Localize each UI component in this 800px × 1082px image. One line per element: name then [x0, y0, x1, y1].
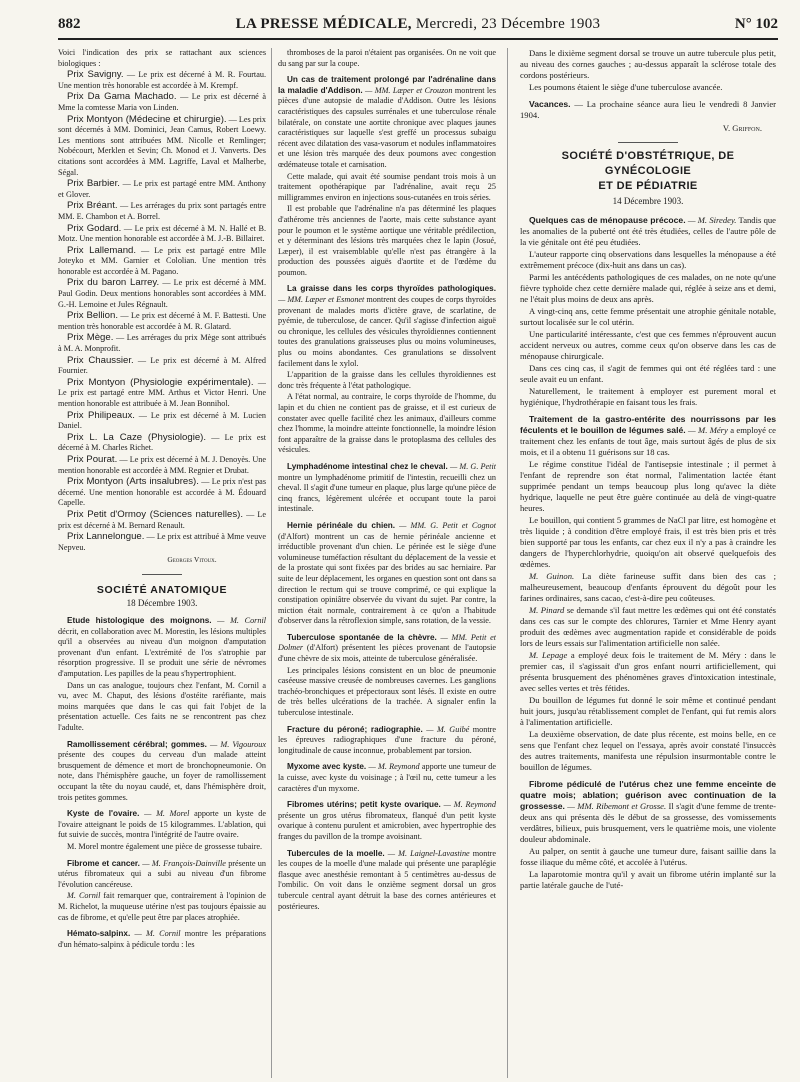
issue-number: N° 102: [734, 16, 778, 32]
section-date: 14 Décembre 1903.: [612, 196, 684, 206]
prize-text: — Les prix sont décernés à MM. Dominici, Jean Camus, Robert Loewy. Les mentions sont attribuées MM. Nicolle et Remlinger; Nobécourt, Merklen et Sevin; Ch. Monod et J. Vanverts. Des citations sont accordées à MM. Lagriffe, Laval et Malherbe, Ségal.: [58, 114, 266, 177]
report-list: [278, 48, 496, 912]
report-author: M. Guinon.: [529, 571, 575, 581]
report-paragraph: [520, 650, 776, 694]
report-author: — M. Reymond: [440, 800, 496, 810]
report-text: Les principales lésions consistent en un bloc de pneumonie caséeuse massive creusée de nombreuses cavernes. Les ganglions trachéo-bronchiques et prépectoraux sont lésés. Il existe en outre de très belles ulcérations de la trachée. A signaler enfin la tuberculose intestinale.: [278, 665, 496, 718]
report-text: se demande s'il faut mettre les œdèmes qui ont été constatés dans ces cas sur le compte des chlorures, Tarnier et Mme Henry ayant produit des œdèmes avec augmentation rapide et considérable de poids lors de leurs essais sur l'alimentation artificielle non salée.: [520, 605, 776, 648]
report-paragraph: [58, 842, 266, 853]
report-paragraph: [278, 633, 496, 665]
report-paragraph: [278, 75, 496, 170]
report-paragraph: [278, 284, 496, 369]
report-author: — M. Laignel-Lavastine: [384, 848, 470, 858]
prize-name: Prix Lallemand.: [67, 244, 137, 256]
report-paragraph: [278, 725, 496, 757]
report-author: — MM. Læper et Esmonet: [278, 295, 365, 305]
report-paragraph: [58, 681, 266, 734]
report-text: (d'Alfort) montrent un cas de hernie périnéale ancienne et irréductible provenant d'un chien. Le périnée est le siège d'une volumineuse tuméfaction résultant du déplacement de la vessie et de la prostate qui sont fixées par des brides au sac herniaire. Par suite de leur déplacement, les organes en question sont ont dans sa direction le rectum qui se trouve comprimé, ce qui explique la constipation opiniâtre observée du vivant du sujet. Par contre, la miction était normale, contrairement à ce qu'on a l'habitude d'observer dans la rétroflexion simple, sans rotation, de la vessie.: [278, 531, 496, 626]
report-text: présente des coupes du cerveau d'un malade atteint brusquement de démence et mort de bronchopneumonie. On note, dans l'hémisphère gauche, un foyer de ramollissement occupant la tête du noyau caudé, et, dans l'hémisphère droit, trois petites gommes.: [58, 750, 266, 802]
report-paragraph: [278, 370, 496, 391]
prize-text: — Le prix est décerné à M. Alfred Fournier.: [58, 355, 266, 376]
report-author: M. Pinard: [529, 605, 565, 615]
prize-name: Prix Da Gama Machado.: [67, 91, 177, 103]
report-text: Parmi les antécédents pathologiques de ces malades, on ne note qu'une fièvre typhoïde chez cette dernière malade qui, réglée à seize ans et demi, ne l'était plus moins de deux ans après.: [520, 272, 776, 304]
prize-entry: [58, 115, 266, 179]
prize-entry: [58, 411, 266, 432]
report-author: — M. Cornil: [211, 616, 266, 626]
report-heading: Hernie périnéale du chien.: [287, 520, 396, 530]
prize-text: — Le prix est attribué à Mme veuve Nepveu.: [58, 532, 266, 552]
report-paragraph: [278, 48, 496, 69]
report-list: [520, 48, 776, 121]
prize-name: Prix Montyon (Médecine et chirurgie).: [67, 113, 227, 125]
prize-entry: [58, 70, 266, 91]
prize-name: Prix Savigny.: [67, 69, 124, 81]
prize-text: — Les arrérages du prix sont partagés entre MM. E. Chambon et A. Borrel.: [58, 201, 266, 221]
report-heading: Ramollissement cérébral; gommes.: [67, 739, 207, 749]
signature: Georges Vitoux.: [167, 555, 217, 565]
prize-name: Prix Chaussier.: [67, 354, 134, 366]
report-author: M. Lepage: [529, 650, 568, 660]
report-author: — M. François-Dainville: [139, 858, 226, 868]
prize-text: — Le prix est décerné à M. Charles Richet.: [58, 432, 266, 453]
report-text: — La prochaine séance aura lieu le vendredi 8 Janvier 1904.: [520, 99, 776, 120]
report-text: montrent les pièces d'une autopsie de maladie d'Addison. Outre les lésions caractéristiques des capsules surrénales et une tuberculose rénale bilatérale, on constate une aortite chronique avec plaques jaunes caractéristiques sur laquelle s'est greffé un processus subaigu récent avec dilatation des vasa-vasorum et nodules inflammatoires et une lésion très marquée des deux poumons avec congestion œdémateuse totale et carnisation.: [278, 85, 496, 169]
prize-name: Prix Godard.: [67, 222, 122, 234]
column-divider: [507, 48, 508, 1078]
report-paragraph: [520, 386, 776, 408]
report-paragraph: [278, 204, 496, 278]
report-author: — MM. Ribemont et Grosse.: [564, 801, 667, 811]
report-text: montre les préparations d'un hémato-salpinx à pédicule tordu : les: [58, 929, 266, 949]
report-author: — M. Cornil: [130, 929, 181, 939]
report-text: montrent des coupes de corps thyroïdes provenant de malades morts d'ictère grave, de scarlatine, de pyémie, de tuberculose, de cancer. Qu'il s'agisse d'infection aiguë ou chronique, les cellules des vésicules thyroïdiennes contiennent toutes des granulations graisseuses plus ou moins volumineuses, plus ou moins abondantes. Ces granulations se dissolvent facilement dans le xylol.: [278, 295, 496, 368]
section-title-line-2: ET DE PÉDIATRIE: [598, 180, 698, 192]
report-paragraph: [278, 762, 496, 794]
report-paragraph: [278, 462, 496, 515]
prize-name: Prix Montyon (Physiologie expérimentale).: [67, 376, 254, 388]
report-text: montre un lymphadénome primitif de l'intestin, recueilli chez un cheval. Il s'agit d'une tumeur en plaque, plus large qu'une pièce de cinq francs, légèrement ulcérée et occupant toute la paroi intestinale.: [278, 472, 496, 514]
report-text: La deuxième observation, de date plus récente, est moins belle, en ce sens que l'enfant chez lequel on l'essaya, après avoir constaté l'insuccès des autres traitements, manifesta une répulsion insurmontable contre le bouillon de légumes.: [520, 729, 776, 772]
report-text: a employé ce traitement chez les enfants de tout âge, mais surtout âgés de plus de six mois, et il a obtenu 11 guérisons sur 18 cas.: [520, 425, 776, 457]
report-paragraph: [520, 48, 776, 81]
column-divider: [271, 48, 272, 1078]
report-text: Il est probable que l'adrénaline n'a pas déterminé les plaques d'athérome très anciennes de l'aorte, mais cette substance ayant pour le poumon et le système aortique une véritable prédilection, et y déterminant des lésions très marquées chez le lapin (Josué, Læper), il est vraisemblable qu'elle n'est pas étrangère à la production des poussées aiguës d'aortite et de l'œdème du poumon.: [278, 204, 496, 277]
prize-text: — Le prix est décerné à M. J. Denoyès. Une mention honorable est accordée à MM. Regnier et Drubat.: [58, 454, 266, 475]
report-heading: Fibrome et cancer.: [67, 858, 140, 868]
prize-name: Prix L. La Caze (Physiologie).: [67, 431, 207, 443]
prize-entry: [58, 278, 266, 310]
prize-text: — Le prix est partagé entre MM. Anthony et Glover.: [58, 179, 266, 199]
report-text: Il s'agit d'une femme de trente-deux ans qui présenta dès le début de sa grossesse, des vomissements verdâtres, bilieux, puis brusquement, vers le quatrième mois, une violente douleur abdominale.: [520, 801, 776, 844]
report-heading: Vacances.: [529, 99, 571, 109]
report-text: Dans ces cinq cas, il s'agit de femmes qui ont été réglées tard : une seule avait eu un enfant.: [520, 363, 776, 384]
report-text: apporte une tumeur de la cuisse, avec kyste du voisinage ; à l'œil nu, cette tumeur a les caractères d'un myxome.: [278, 762, 496, 793]
report-paragraph: [520, 306, 776, 328]
report-text: L'apparition de la graisse dans les cellules thyroïdiennes est donc très fréquente à l'état pathologique.: [278, 370, 496, 390]
report-text: Cette malade, qui avait été soumise pendant trois mois à un traitement opothérapique par l'adrénaline, avait reçu 25 milligrammes environ en injections sous-cutanées en trois séries.: [278, 171, 496, 202]
report-text: montre les coupes de la moelle d'une malade qui présente une paraplégie flasque avec anesthésie remontant à 5 centimètres au-dessus de l'ombilic. On voit dans le onzième segment dorsal un gros tubercule central ayant détruit la base des cornes antérieures et postérieures.: [278, 848, 496, 911]
prize-text: — Le prix est décerné à M. Lucien Daniel.: [58, 410, 266, 431]
report-paragraph: [520, 869, 776, 891]
report-paragraph: [520, 605, 776, 649]
page-number: 882: [58, 16, 81, 32]
report-author: — M. G. Petit: [447, 461, 496, 471]
report-paragraph: [520, 515, 776, 570]
prize-name: Prix Montyon (Arts insalubres).: [67, 476, 199, 488]
report-text: Les poumons étaient le siège d'une tuberculose avancée.: [529, 82, 723, 92]
report-paragraph: [278, 800, 496, 842]
prize-text: — Le prix est décerné à M. F. Battesti. Une mention très honorable est accordée à M. R. Glatard.: [58, 311, 266, 331]
report-paragraph: [520, 571, 776, 604]
report-paragraph: [278, 849, 496, 913]
prize-entry: [58, 311, 266, 332]
section-separator: [142, 574, 182, 575]
journal-title: [58, 16, 778, 33]
report-text: Dans un cas analogue, toujours chez l'enfant, M. Cornil a vu, avec M. Chaput, des lésions d'ostéite raréfiante, mais moins marquées que dans le cas qui fait l'objet de la présentation actuelle. Ces faits ne se rencontrent pas chez l'adulte.: [58, 680, 266, 733]
report-paragraph: [520, 846, 776, 868]
report-author: — MM. G. Petit et Cognot: [395, 520, 496, 530]
report-heading: La graisse dans les corps thyroïdes pathologiques.: [287, 284, 496, 294]
page-header: [58, 16, 778, 40]
report-text: Naturellement, le traitement à employer est purement moral et hygiénique, l'hydrothérapie en faisant tous les frais.: [520, 386, 776, 407]
prize-name: Prix Lannelongue.: [67, 531, 145, 543]
report-heading: Tuberculose spontanée de la chèvre.: [287, 632, 437, 642]
report-text: (d'Alfort) présentent les pièces provenant de l'autopsie d'une chèvre de six mois, atteinte de tuberculose généralisée.: [278, 643, 496, 664]
report-heading: Kyste de l'ovaire.: [67, 809, 140, 819]
column-left: [58, 48, 266, 1078]
report-text: apporte un kyste de l'ovaire atteignant le poids de 15 kilogrammes. L'ablation, qui fut suivie de succès, montra l'intégrité de l'autre ovaire.: [58, 809, 266, 840]
report-text: M. Morel montre également une pièce de grossesse tubaire.: [67, 841, 263, 851]
report-heading: Traitement de la gastro-entérite des nourrissons par les féculents et le bouillon de légumes salé.: [520, 414, 776, 435]
report-paragraph: [520, 99, 776, 121]
report-paragraph: [520, 414, 776, 458]
report-text: L'auteur rapporte cinq observations dans lesquelles la ménopause a été extrêmement précoce (dix-huit ans dans un cas).: [520, 249, 776, 270]
issue-date: Mercredi, 23 Décembre 1903: [415, 16, 601, 32]
report-paragraph: [520, 779, 776, 845]
prize-entry: [58, 510, 266, 531]
prize-text: — Les arrérages du prix Mège sont attribués à M. A. Monprofit.: [58, 333, 266, 354]
report-text: Le régime constitue l'idéal de l'antisepsie intestinale ; il permet à l'enfant de reprendre son état normal, l'alimentation lactée étant supprimée pendant un temps beaucoup plus long qu'avec la diète hydrique, laquelle ne peut être guère continuée au delà de vingt-quatre heures.: [520, 459, 776, 513]
prize-name: Prix Pourat.: [67, 453, 118, 465]
report-list: [520, 215, 776, 891]
prize-name: Prix Philipeaux.: [67, 409, 135, 421]
section-separator: [618, 142, 678, 143]
prize-entry: [58, 532, 266, 553]
journal-name: LA PRESSE MÉDICALE,: [235, 16, 412, 32]
report-author: M. Cornil: [67, 891, 101, 901]
report-paragraph: [278, 521, 496, 627]
report-heading: Hémato-salpinx.: [67, 929, 131, 939]
column-right: [520, 48, 776, 1078]
report-paragraph: [58, 740, 266, 804]
report-paragraph: [520, 695, 776, 728]
report-paragraph: [520, 729, 776, 773]
prize-entry: [58, 477, 266, 509]
report-heading: Fracture du péroné; radiographie.: [287, 724, 423, 734]
report-heading: Fibrome pédiculé de l'utérus chez une femme enceinte de quatre mois; ablation; guérison avec continuation de la grossesse.: [520, 779, 776, 811]
report-heading: Un cas de traitement prolongé par l'adrénaline dans la maladie d'Addison.: [278, 75, 496, 95]
prize-name: Prix Petit d'Ormoy (Sciences naturelles).: [67, 508, 244, 520]
column-middle: [278, 48, 496, 1078]
prize-text: — Le prix est partagé entre Mlle Joteyko et MM. Garnier et Cololian. Une mention très honorable est accordée à M. Pagano.: [58, 245, 266, 276]
report-paragraph: [520, 459, 776, 514]
report-author: — M. Siredey.: [685, 215, 737, 225]
report-paragraph: [58, 891, 266, 923]
prize-text: — Le prix est décerné à M. Bernard Renault.: [58, 509, 266, 530]
section-date: 18 Décembre 1903.: [126, 597, 198, 608]
section-title: SOCIÉTÉ ANATOMIQUE: [96, 583, 228, 596]
prize-entry: [58, 455, 266, 476]
prize-text: — Le prix est décerné à MM. Paul Godin. Deux mentions honorables sont accordées à MM. G.-H. Lemoine et Jules Régnault.: [58, 278, 266, 309]
prize-entry: [58, 333, 266, 354]
report-paragraph: [520, 82, 776, 93]
report-text: Dans le dixième segment dorsal se trouve un autre tubercule plus petit, au niveau des cornes gauches ; au-dessus apparaît la sclérose totale des cordons postérieurs.: [520, 48, 776, 80]
report-author: — MM. Petit et Dolmer: [278, 632, 496, 653]
report-text: La diète farineuse suffit dans bien des cas ; malheureusement, beaucoup d'enfants éprouvent du dégoût pour les farines ordinaires, sans cacao, c'est-à-dire peu coûteuses.: [520, 571, 776, 603]
report-text: a employé deux fois le traitement de M. Méry : dans le premier cas, il s'agissait d'un gros enfant nourri artificiellement, qui présenta brusquement des phénomènes graves d'intoxication intestinale, avec selles vertes et très fétides.: [520, 650, 776, 693]
prize-entry: [58, 201, 266, 222]
report-paragraph: [58, 616, 266, 680]
prize-name: Prix Mège.: [67, 332, 114, 344]
report-text: A vingt-cinq ans, cette femme présentait une atrophie génitale notable, surtout localisée sur le col utérin.: [520, 306, 776, 327]
prize-text: — Le prix est décerné à M. R. Fourtau. Une mention très honorable est accordée à M. Krempf.: [58, 70, 266, 90]
report-paragraph: [58, 809, 266, 841]
report-author: — M. Morel: [139, 809, 190, 819]
report-text: Tandis que les anomalies de la puberté ont été très étudiées, celles de l'autre pôle de la vie génitale ont été peu étudiées.: [520, 215, 776, 247]
prize-entry: [58, 433, 266, 454]
signature: V. Griffon.: [722, 123, 762, 133]
prize-name: Prix Bellion.: [67, 310, 118, 322]
report-heading: Quelques cas de ménopause précoce.: [529, 215, 686, 225]
report-text: fait remarquer que, contrairement à l'opinion de M. Richelot, la muqueuse utérine n'est pas toujours épaissie au cas de fibrome, et qu'elle peut être par places atrophiée.: [58, 891, 266, 922]
prize-text: — Le prix n'est pas décerné. Une mention honorable est accordée à M. Édouard Capelle.: [58, 477, 266, 508]
report-text: Une particularité intéressante, c'est que ces femmes n'éprouvent aucun accident nerveux ou autres, comme ceux qu'on observe dans les cas de ménopause chirurgicale.: [520, 329, 776, 361]
report-heading: Etude histologique des moignons.: [67, 616, 212, 626]
report-text: A l'état normal, au contraire, le corps thyroïde de l'homme, du lapin et du chien ne contient pas de graisse, et il est curieux de constater avec quelle facilité chez les animaux, d'ailleurs comme chez l'homme, la moindre atteinte fonctionnelle, la moindre lésion font apparaître de la graisse dans le protoplasma des cellules des vésicules.: [278, 392, 496, 455]
report-author: — M. Vigouroux: [206, 739, 266, 749]
report-list: [58, 616, 266, 950]
report-text: montre les épreuves radiographiques d'une fracture du péroné, longitudinale de cause inconnue, probablement par torsion.: [278, 724, 496, 755]
report-author: — M. Guibé: [422, 724, 470, 734]
prize-name: Prix Barbier.: [67, 178, 120, 190]
prize-entry: [58, 179, 266, 200]
report-paragraph: [58, 859, 266, 891]
prize-entry: [58, 92, 266, 113]
report-paragraph: [520, 363, 776, 385]
prize-text: — Le prix est décerné à M. N. Hallé et B. Motz. Une mention honorable est accordée à M. J.-B. Billairet.: [58, 223, 266, 244]
report-text: présente un utérus fibromateux qui a subi au niveau d'un fibrome l'évolution cancéreuse.: [58, 858, 266, 889]
section-title-line-1: SOCIÉTÉ D'OBSTÉTRIQUE, DE GYNÉCOLOGIE: [561, 150, 735, 177]
report-text: Au palper, on sentit à gauche une tumeur dure, faisant saillie dans la fosse iliaque du même côté, et accolée à l'utérus.: [520, 846, 776, 867]
report-text: Le bouillon, qui contient 5 grammes de NaCl par litre, est homogène et très liquide ; à condition d'être employé frais, il est très bien pris et très bien supporté par tous les enfants, car chez eux il n'y a pas à craindre les dangers de l'hyperchlorhydrie, quoiqu'on ait observé quelquefois des œdèmes.: [520, 515, 776, 569]
report-paragraph: [278, 172, 496, 204]
report-heading: Fibromes utérins; petit kyste ovarique.: [287, 800, 441, 810]
report-author: — M. Reymond: [366, 762, 420, 772]
report-heading: Myxome avec kyste.: [287, 762, 367, 772]
report-paragraph: [520, 215, 776, 248]
report-paragraph: [520, 329, 776, 362]
report-text: La laparotomie montra qu'il y avait un fibrome utérin implanté sur la partie latérale gauche de l'uté-: [520, 869, 776, 890]
report-author: — MM. Læper et Crouzon: [362, 85, 453, 95]
prize-entry: [58, 224, 266, 245]
prize-entry: [58, 378, 266, 410]
report-heading: Lymphadénome intestinal chez le cheval.: [287, 461, 448, 471]
report-paragraph: [278, 392, 496, 456]
prizes-intro: Voici l'indication des prix se rattachant aux sciences biologiques :: [58, 48, 266, 68]
report-text: thromboses de la paroi n'étaient pas organisées. On ne voit que du sang par sur la coupe.: [278, 48, 496, 68]
prize-list: [58, 70, 266, 553]
report-author: — M. Méry: [685, 425, 728, 435]
prize-name: Prix du baron Larrey.: [67, 277, 160, 289]
report-paragraph: [520, 249, 776, 271]
prize-name: Prix Bréant.: [67, 200, 118, 212]
prize-entry: [58, 246, 266, 278]
prize-text: — Le prix est partagé entre MM. Arthus et Victor Henri. Une mention honorable est attribuée à M. Jean Bonnihol.: [58, 377, 266, 408]
prize-text: — Le prix est décerné à Mme la comtesse Maria von Linden.: [58, 92, 266, 112]
report-text: Du bouillon de légumes fut donné le soir même et continué pendant huit jours, jusqu'au rétablissement complet de l'enfant, qui fut remis alors à l'alimentation artificielle.: [520, 695, 776, 727]
report-paragraph: [278, 666, 496, 719]
prize-entry: [58, 356, 266, 377]
report-paragraph: [58, 929, 266, 950]
report-heading: Tubercules de la moelle.: [287, 848, 385, 858]
report-text: décrit, en collaboration avec M. Morestin, les lésions multiples qu'il a observées au niveau d'un moignon d'amputation provenant d'un enfant. L'extrémité de l'os s'atrophie par résorption progressive. Il se produit une série de névromes d'amputation. Les papilles de la peau s'hypertrophient.: [58, 626, 266, 679]
report-paragraph: [520, 272, 776, 305]
report-text: présente un gros utérus fibromateux, flanqué d'un petit kyste ovarique à contenu purulent et amicrobien, avec hypertrophie des franges du pavillon de la trompe avoisinant.: [278, 810, 496, 841]
section-title: [520, 149, 776, 194]
